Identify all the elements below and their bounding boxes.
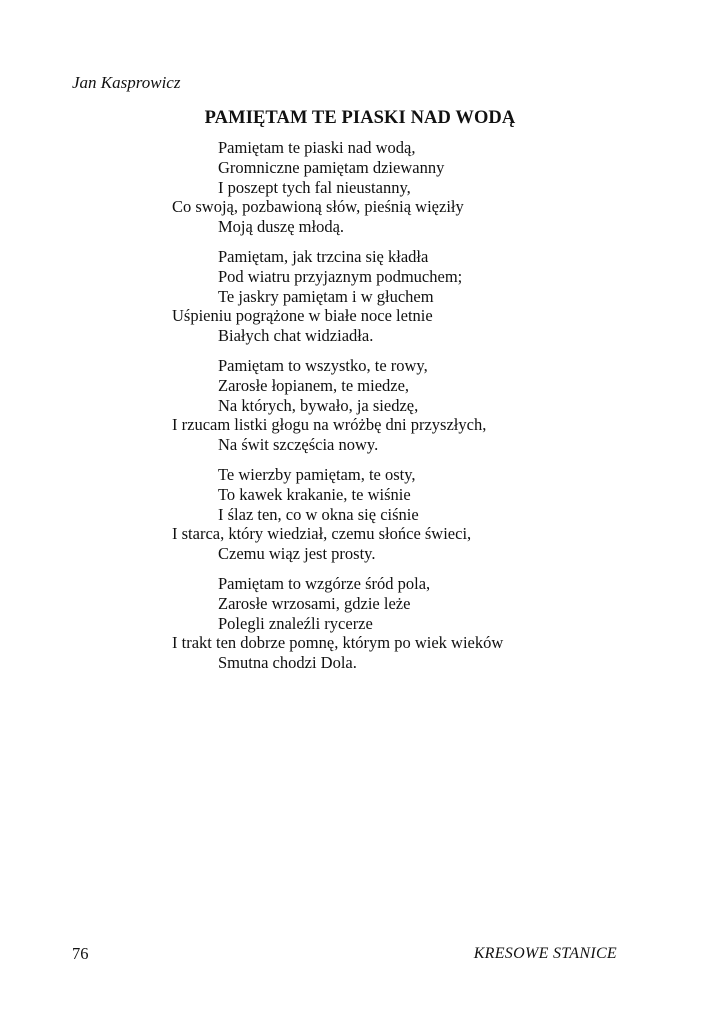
- stanza-1: [172, 138, 503, 237]
- poem-line: Te jaskry pamiętam i w głuchem: [218, 286, 434, 306]
- poem-line: Na których, bywało, ja siedzę,: [218, 395, 419, 415]
- author-name: Jan Kasprowicz: [72, 73, 181, 92]
- poem-line: I trakt ten dobrze pomnę, którym po wiek wieków: [172, 633, 504, 653]
- poem-line: Uśpieniu pogrążone w białe noce letnie: [172, 306, 433, 326]
- poem-line: Polegli znaleźli rycerze: [218, 613, 373, 633]
- stanza-2: [172, 247, 503, 346]
- poem-line: Gromniczne pamiętam dziewanny: [218, 157, 445, 177]
- poem-line: Smutna chodzi Dola.: [218, 653, 357, 673]
- poem-line: Pamiętam to wszystko, te rowy,: [218, 355, 428, 375]
- poem-line: Pamiętam, jak trzcina się kładła: [218, 246, 429, 266]
- page-number: 76: [72, 944, 89, 963]
- poem-line: Moją duszę młodą.: [218, 217, 345, 237]
- poem-line: Na świt szczęścia nowy.: [218, 435, 379, 455]
- stanza-3: [172, 356, 503, 455]
- poem-title: PAMIĘTAM TE PIASKI NAD WODĄ: [204, 108, 516, 128]
- stanza-5: [172, 574, 503, 673]
- poem-line: Białych chat widziadła.: [218, 326, 374, 346]
- poem-line: Te wierzby pamiętam, te osty,: [218, 464, 416, 484]
- poem-line: Co swoją, pozbawioną słów, pieśnią więziły: [172, 197, 464, 217]
- running-title: KRESOWE STANICE: [473, 945, 617, 962]
- poem-line: Pamiętam to wzgórze śród pola,: [218, 573, 431, 593]
- poem-line: I ślaz ten, co w okna się ciśnie: [218, 504, 419, 524]
- poem-line: To kawek krakanie, te wiśnie: [218, 484, 411, 504]
- poem-body: [172, 138, 503, 683]
- poem-line: Czemu wiąz jest prosty.: [218, 544, 376, 564]
- poem-line: Pod wiatru przyjaznym podmuchem;: [218, 266, 463, 286]
- poem-line: I poszept tych fal nieustanny,: [218, 177, 411, 197]
- poem-line: Zarosłe wrzosami, gdzie leże: [218, 593, 411, 613]
- poem-line: Pamiętam te piaski nad wodą,: [218, 138, 416, 157]
- poem-line: Zarosłe łopianem, te miedze,: [218, 375, 410, 395]
- poem-line: I starca, który wiedział, czemu słońce świeci,: [172, 524, 472, 544]
- poem-line: I rzucam listki głogu na wróżbę dni przyszłych,: [172, 415, 487, 435]
- stanza-4: [172, 465, 503, 564]
